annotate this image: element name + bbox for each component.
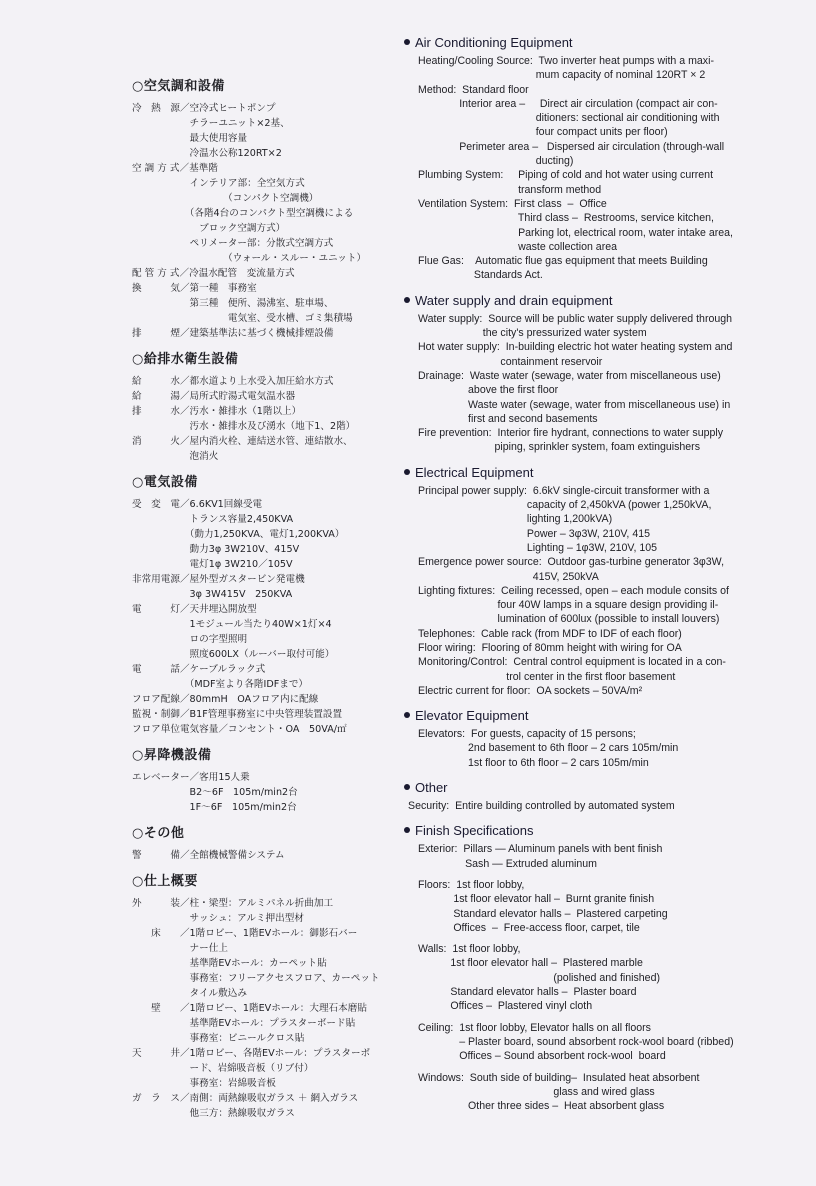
spec-line: transform method bbox=[418, 183, 602, 196]
spec-line: 415V, 250kVA bbox=[418, 570, 599, 583]
spec-line: 給 水／都水道より上水受入加圧給水方式 bbox=[132, 376, 334, 387]
spec-line: Offices – Free-access floor, carpet, tile bbox=[418, 921, 640, 934]
spec-line: ducting) bbox=[418, 155, 574, 168]
spec-line: 事務室：岩綿吸音板 bbox=[132, 1078, 276, 1089]
spec-line: 動力3φ 3W210V、415V bbox=[132, 544, 300, 555]
spec-line: エレベーター／客用15人乗 bbox=[132, 772, 250, 783]
jp-section bbox=[132, 78, 394, 341]
spec-line: Ventilation System: First class – Office bbox=[418, 197, 607, 210]
section-body bbox=[132, 497, 394, 737]
spec-line bbox=[418, 1014, 804, 1021]
spec-line: Telephones: Cable rack (from MDF to IDF of each floor) bbox=[418, 627, 682, 640]
spec-line: Third class – Restrooms, service kitchen, bbox=[418, 212, 714, 225]
spec-line: 1st floor elevator hall – Burnt granite finish bbox=[418, 893, 655, 906]
spec-line: Offices – Sound absorbent rock-wool board bbox=[418, 1050, 666, 1063]
spec-line: the city's pressurized water system bbox=[418, 327, 647, 340]
bullet-icon bbox=[404, 712, 410, 718]
section-title bbox=[404, 707, 804, 724]
spec-line: 外 装／柱・梁型：アルミパネル折曲加工 bbox=[132, 898, 334, 909]
spec-line: Lighting – 1φ3W, 210V, 105 bbox=[418, 541, 658, 554]
spec-line: four compact units per floor) bbox=[418, 126, 668, 139]
spec-line: 消 火／屋内消火栓、連結送水管、連結散水、 bbox=[132, 436, 353, 447]
english-column bbox=[404, 34, 804, 1122]
spec-line: Ceiling: 1st floor lobby, Elevator halls on all floors bbox=[418, 1021, 651, 1034]
section-title bbox=[404, 822, 804, 839]
spec-line: Lighting fixtures: Ceiling recessed, open – each module consits of bbox=[418, 584, 729, 597]
spec-line: 電 話／ケーブルラック式 bbox=[132, 664, 266, 675]
spec-line: Drainage: Waste water (sewage, water from miscellaneous use) bbox=[418, 369, 721, 382]
spec-line: Electric current for floor: OA sockets – 50VA/m² bbox=[418, 684, 643, 697]
en-section bbox=[404, 34, 804, 283]
spec-line: 排 水／汚水・雑排水（1階以上） bbox=[132, 406, 302, 417]
spec-line: 2nd basement to 6th floor – 2 cars 105m/min bbox=[418, 742, 679, 755]
spec-line bbox=[418, 871, 804, 878]
spec-line: 警 備／全館機械警備システム bbox=[132, 850, 285, 861]
spec-line: 基準階EVホール：カーペット貼 bbox=[132, 958, 327, 969]
section-title-text: ○給排水衛生設備 bbox=[132, 352, 239, 367]
spec-line: 1st floor to 6th floor – 2 cars 105m/min bbox=[418, 756, 649, 769]
spec-line: – Plaster board, sound absorbent rock-wool board (ribbed) bbox=[418, 1035, 734, 1048]
spec-line: 3φ 3W415V 250KVA bbox=[132, 589, 293, 600]
spec-line: lumination of 600lux (possible to install louvers) bbox=[418, 613, 720, 626]
spec-line: lighting 1,200kVA) bbox=[418, 513, 613, 526]
spec-line: 受 変 電／6.6KV1回線受電 bbox=[132, 499, 263, 510]
spec-line: 壁 ／1階ロビー、1階EVホール：大理石本磨貼 bbox=[132, 1003, 367, 1014]
spec-line: 配 管 方 式／冷温水配管 変流量方式 bbox=[132, 268, 295, 279]
spec-line: Method: Standard floor bbox=[418, 83, 529, 96]
spec-line: Parking lot, electrical room, water intake area, bbox=[418, 226, 733, 239]
section-title-text: Electrical Equipment bbox=[415, 464, 534, 480]
spec-line: Offices – Plastered vinyl cloth bbox=[418, 1000, 593, 1013]
section-title bbox=[404, 779, 804, 796]
section-title bbox=[132, 474, 394, 492]
spec-line: Standard elevator halls – Plaster board bbox=[418, 986, 637, 999]
japanese-column bbox=[132, 78, 394, 1131]
spec-line: Standards Act. bbox=[418, 269, 543, 282]
spec-line: 最大使用容量 bbox=[132, 133, 248, 144]
section-title-text: ○空気調和設備 bbox=[132, 79, 225, 94]
spec-line: ペリメーター部：分散式空調方式 bbox=[132, 238, 334, 249]
spec-line bbox=[418, 935, 804, 942]
section-title bbox=[404, 464, 804, 481]
bullet-icon bbox=[404, 297, 410, 303]
spec-line: glass and wired glass bbox=[418, 1085, 655, 1098]
spec-line: フロア単位電気容量／コンセント・OA 50VA/㎡ bbox=[132, 724, 347, 735]
spec-line: 非常用電源／屋外型ガスタービン発電機 bbox=[132, 574, 305, 585]
jp-section bbox=[132, 351, 394, 464]
spec-line: Exterior: Pillars — Aluminum panels with bent finish bbox=[418, 843, 663, 856]
spec-line: Standard elevator halls – Plastered carpeting bbox=[418, 907, 668, 920]
jp-section bbox=[132, 825, 394, 863]
en-section bbox=[404, 292, 804, 455]
spec-line: containment reservoir bbox=[418, 355, 603, 368]
section-title bbox=[132, 747, 394, 765]
spec-line: Flue Gas: Automatic flue gas equipment that meets Building bbox=[418, 255, 708, 268]
spec-line: above the first floor bbox=[418, 384, 559, 397]
section-title-text: ○仕上概要 bbox=[132, 874, 198, 889]
spec-line bbox=[418, 1064, 804, 1071]
section-title bbox=[132, 351, 394, 369]
spec-line: Principal power supply: 6.6kV single-circuit transformer with a bbox=[418, 484, 710, 497]
spec-line: トランス容量2,450KVA bbox=[132, 514, 294, 525]
spec-line: four 40W lamps in a square design providing il- bbox=[418, 599, 719, 612]
spec-line: first and second basements bbox=[418, 412, 598, 425]
spec-line: Monitoring/Control: Central control equipment is located in a con- bbox=[418, 656, 726, 669]
spec-line: 泡消火 bbox=[132, 451, 219, 462]
spec-line: piping, sprinkler system, foam extinguishers bbox=[418, 441, 701, 454]
section-body bbox=[404, 799, 804, 813]
en-section bbox=[404, 779, 804, 813]
section-title bbox=[132, 825, 394, 843]
spec-line: フロア配線／80mmH OAフロア内に配線 bbox=[132, 694, 319, 705]
spec-line: （各階4台のコンパクト型空調機による bbox=[132, 208, 354, 219]
spec-line: （ウォール・スルー・ユニット） bbox=[132, 253, 367, 264]
spec-line: Perimeter area – Dispersed air circulation (through-wall bbox=[418, 140, 725, 153]
en-section bbox=[404, 822, 804, 1113]
bullet-icon bbox=[404, 39, 410, 45]
spec-line: ditioners: sectional air conditioning with bbox=[418, 112, 720, 125]
section-body bbox=[132, 101, 394, 341]
section-title-text: ○昇降機設備 bbox=[132, 748, 212, 763]
spec-line: Fire prevention: Interior fire hydrant, connections to water supply bbox=[418, 427, 724, 440]
section-body bbox=[404, 842, 804, 1113]
en-section bbox=[404, 464, 804, 698]
spec-line: Interior area – Direct air circulation (compact air con- bbox=[418, 97, 718, 110]
spec-line: 事務室：フリーアクセスフロア、カーペット bbox=[132, 973, 380, 984]
spec-line: Windows: South side of building– Insulated heat absorbent bbox=[418, 1071, 700, 1084]
section-title bbox=[132, 78, 394, 96]
spec-line: サッシュ：アルミ押出型材 bbox=[132, 913, 304, 924]
section-body bbox=[404, 312, 804, 455]
spec-line: B2～6F 105m/min2台 bbox=[132, 787, 298, 798]
spec-line: Hot water supply: In-building electric hot water heating system and bbox=[418, 341, 733, 354]
spec-line: Power – 3φ3W, 210V, 415 bbox=[418, 527, 650, 540]
spec-line: 電灯1φ 3W210／105V bbox=[132, 559, 293, 570]
spec-line: Emergence power source: Outdoor gas-turbine generator 3φ3W, bbox=[418, 556, 725, 569]
section-title-text: Other bbox=[415, 780, 448, 796]
section-title bbox=[132, 873, 394, 891]
section-body bbox=[132, 374, 394, 464]
spec-line: ード、岩綿吸音板（リブ付） bbox=[132, 1063, 314, 1074]
section-body bbox=[132, 896, 394, 1121]
section-title-text: Elevator Equipment bbox=[415, 708, 529, 724]
spec-line: 排 煙／建築基準法に基づく機械排煙設備 bbox=[132, 328, 334, 339]
spec-line: 冷温水公称120RT×2 bbox=[132, 148, 282, 159]
spec-line: 他三方：熱線吸収ガラス bbox=[132, 1108, 295, 1119]
section-title-text: Finish Specifications bbox=[415, 823, 534, 839]
spec-line: Plumbing System: Piping of cold and hot water using current bbox=[418, 169, 714, 182]
spec-line: Water supply: Source will be public water supply delivered through bbox=[418, 312, 733, 325]
spec-line: 1モジュール当たり40W×1灯×4 bbox=[132, 619, 332, 630]
section-title-text: Air Conditioning Equipment bbox=[415, 35, 573, 50]
section-body bbox=[132, 848, 394, 863]
spec-line: Heating/Cooling Source: Two inverter heat pumps with a maxi- bbox=[418, 55, 714, 67]
spec-line: 冷 熱 源／空冷式ヒートポンプ bbox=[132, 103, 276, 114]
section-title bbox=[404, 292, 804, 309]
spec-line: チラーユニット×2基、 bbox=[132, 118, 290, 129]
section-title-text: ○その他 bbox=[132, 826, 185, 841]
spec-line: （動力1,250KVA、電灯1,200KVA） bbox=[132, 529, 345, 540]
spec-line: Waste water (sewage, water from miscellaneous use) in bbox=[418, 398, 731, 411]
spec-line: Security: Entire building controlled by automated system bbox=[408, 800, 675, 813]
jp-section bbox=[132, 747, 394, 815]
section-body bbox=[404, 727, 804, 770]
section-title-text: Water supply and drain equipment bbox=[415, 292, 613, 308]
spec-line: ガ ラ ス／南側：両熱線吸収ガラス ＋ 網入ガラス bbox=[132, 1093, 359, 1104]
spec-line: 電気室、受水槽、ゴミ集積場 bbox=[132, 313, 353, 324]
spec-line: 1st floor elevator hall – Plastered marble bbox=[418, 957, 643, 970]
spec-line: 基準階EVホール：プラスターボード貼 bbox=[132, 1018, 356, 1029]
spec-line: 空 調 方 式／基準階 bbox=[132, 163, 218, 174]
spec-line: 汚水・雑排水及び湧水（地下1、2階） bbox=[132, 421, 356, 432]
spec-line: 換 気／第一種 事務室 bbox=[132, 283, 257, 294]
section-title-text: ○電気設備 bbox=[132, 475, 198, 490]
spec-line: Other three sides – Heat absorbent glass bbox=[418, 1100, 665, 1113]
spec-line: mum capacity of nominal 120RT × 2 bbox=[418, 69, 706, 82]
bullet-icon bbox=[404, 827, 410, 833]
section-body bbox=[404, 54, 804, 283]
spec-line: 監視・制御／B1F管理事務室に中央管理装置設置 bbox=[132, 709, 343, 720]
spec-line: 事務室：ビニールクロス貼 bbox=[132, 1033, 305, 1044]
spec-line: Walls: 1st floor lobby, bbox=[418, 943, 521, 956]
spec-line: 天 井／1階ロビー、各階EVホール：プラスターボ bbox=[132, 1048, 371, 1059]
jp-section bbox=[132, 873, 394, 1121]
spec-line: Floors: 1st floor lobby, bbox=[418, 878, 525, 891]
section-title bbox=[404, 34, 804, 51]
spec-line: 電 灯／天井埋込開放型 bbox=[132, 604, 257, 615]
spec-line: Floor wiring: Flooring of 80mm height with wiring for OA bbox=[418, 641, 682, 654]
spec-line: （MDF室より各階IDFまで） bbox=[132, 679, 309, 690]
bullet-icon bbox=[404, 784, 410, 790]
spec-line: trol center in the first floor basement bbox=[418, 670, 676, 683]
spec-line: Elevators: For guests, capacity of 15 persons; bbox=[418, 728, 636, 741]
spec-line: 1F～6F 105m/min2台 bbox=[132, 802, 297, 813]
bullet-icon bbox=[404, 469, 410, 475]
jp-section bbox=[132, 474, 394, 737]
spec-line: 床 ／1階ロビー、1階EVホール：御影石バー bbox=[132, 928, 358, 939]
spec-line: 給 湯／局所式貯湯式電気温水器 bbox=[132, 391, 296, 402]
spec-line: 第三種 便所、湯沸室、駐車場、 bbox=[132, 298, 334, 309]
section-body bbox=[404, 484, 804, 698]
en-section bbox=[404, 707, 804, 770]
spec-line: ブロック空調方式） bbox=[132, 223, 286, 234]
spec-line: capacity of 2,450kVA (power 1,250kVA, bbox=[418, 499, 712, 512]
section-body bbox=[132, 770, 394, 815]
spec-line: 照度600LX（ルーバー取付可能） bbox=[132, 649, 335, 660]
spec-line: Sash — Extruded aluminum bbox=[418, 857, 597, 870]
spec-line: (polished and finished) bbox=[418, 971, 660, 984]
spec-line: タイル敷込み bbox=[132, 988, 247, 999]
spec-line: waste collection area bbox=[418, 240, 618, 253]
spec-line: （コンパクト空調機） bbox=[132, 193, 319, 204]
spec-line: ロの字型照明 bbox=[132, 634, 248, 645]
spec-line: インテリア部：全空気方式 bbox=[132, 178, 305, 189]
spec-line: ナー仕上 bbox=[132, 943, 228, 954]
